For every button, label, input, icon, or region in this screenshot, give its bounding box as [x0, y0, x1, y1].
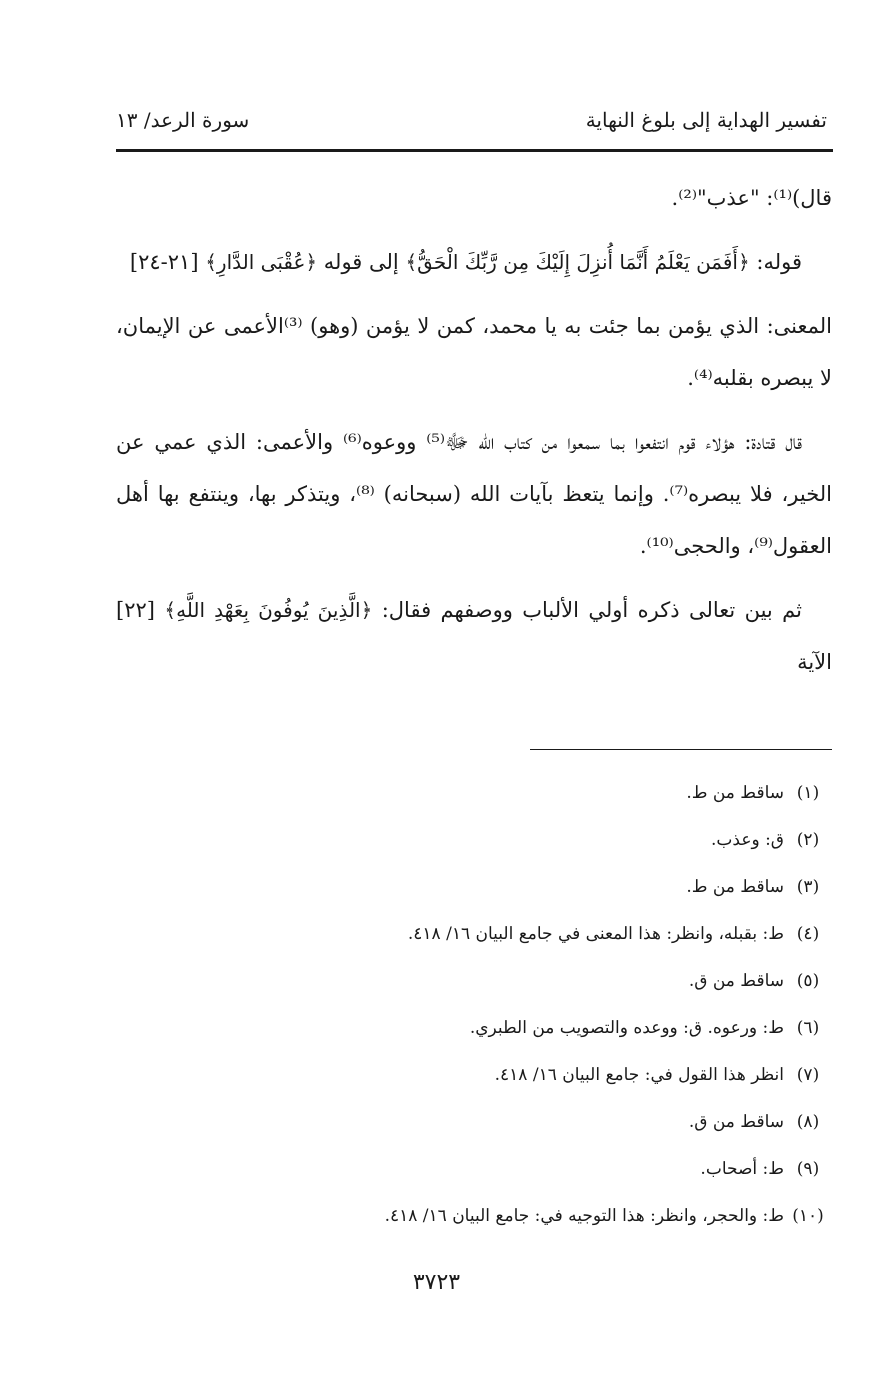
main-text [116, 172, 832, 700]
footnote [116, 1201, 832, 1248]
paragraph-5 [116, 584, 832, 688]
paragraph-4: قال قتادة: هؤلاء قوم انتفعوا بما سمعوا من كتاب الله ﷻ⁽⁵⁾ ووعوه⁽⁶⁾ والأعمى: الذي عمي عن الخير، فلا يبصره⁽⁷⁾. وإنما يتعظ بآيات الله (سبحانه) ⁽⁸⁾، ويتذكر بها، وينتفع بها أهل العقول⁽⁹⁾، والحجى⁽¹⁰⁾. [116, 430, 832, 558]
footnote-number: (٣) [796, 877, 820, 897]
footnote-number: (١) [796, 783, 820, 803]
footnote-number: (٢) [796, 830, 820, 850]
footnote-text: ساقط من ق. [688, 971, 784, 991]
footnote-number: (١٠) [792, 1206, 824, 1226]
paragraph-5-prefix: ثم بين تعالى ذكره أولي الألباب ووصفهم فقال: [372, 598, 802, 622]
footnote [116, 825, 832, 872]
book-title: تفسير الهداية إلى بلوغ النهاية [585, 108, 827, 132]
footnote [116, 966, 832, 1013]
footnote-number: (٧) [796, 1065, 820, 1085]
quran-verse-1: ﴿أَفَمَن يَعْلَمُ أَنَّمَا أُنزِلَ إِلَيْكَ مِن رَّبِّكَ الْحَقُّ﴾ [405, 250, 750, 274]
running-header [116, 108, 827, 142]
footnote-number: (٤) [796, 924, 820, 944]
footnote-text: ط: أصحاب. [700, 1159, 784, 1179]
footnote-text: انظر هذا القول في: جامع البيان ١٦/ ٤١٨. [494, 1065, 784, 1085]
quran-verse-2: ﴿عُقْبَى الدَّارِ﴾ [205, 250, 318, 274]
paragraph-2 [116, 236, 832, 288]
header-rule [116, 149, 833, 152]
paragraph-5-suffix: [٢٢] الآية [116, 598, 832, 674]
footnote-text: ساقط من ق. [688, 1112, 784, 1132]
footnote-text: ساقط من ط. [686, 877, 784, 897]
paragraph-3: المعنى: الذي يؤمن بما جئت به يا محمد، كمن لا يؤمن (وهو) ⁽³⁾الأعمى عن الإيمان، لا يبصره بقلبه⁽⁴⁾. [116, 314, 833, 390]
footnote-text: ط: ورعوه. ق: ووعده والتصويب من الطبري. [469, 1018, 784, 1038]
footnote-separator [530, 749, 832, 750]
footnotes [116, 778, 832, 1248]
footnote-number: (٥) [796, 971, 820, 991]
paragraph-1: قال)⁽¹⁾: "عذب"⁽²⁾. [671, 186, 832, 210]
footnote [116, 1154, 832, 1201]
footnote [116, 919, 832, 966]
verse-reference: [٢١-٢٤] [129, 250, 206, 274]
page-number: ٣٧٢٣ [412, 1270, 461, 1295]
footnote-text: ط: بقبله، وانظر: هذا المعنى في جامع البيان ١٦/ ٤١٨. [407, 924, 784, 944]
footnote-number: (٦) [796, 1018, 820, 1038]
footnote [116, 1013, 832, 1060]
paragraph-2-mid: إلى قوله [317, 250, 406, 274]
footnote-text: ساقط من ط. [686, 783, 784, 803]
footnote-text: ق: وعذب. [710, 830, 784, 850]
footnote-text: ط: والحجر، وانظر: هذا التوجيه في: جامع البيان ١٦/ ٤١٨. [384, 1206, 784, 1226]
footnote-number: (٩) [796, 1159, 820, 1179]
footnote [116, 778, 832, 825]
paragraph-2-prefix: قوله: [749, 250, 802, 274]
footnote-number: (٨) [796, 1112, 820, 1132]
quran-verse-3: ﴿الَّذِينَ يُوفُونَ بِعَهْدِ اللَّهِ﴾ [164, 598, 373, 622]
surah-label: سورة الرعد/ ١٣ [116, 108, 250, 132]
footnote [116, 1107, 832, 1154]
footnote [116, 872, 832, 919]
footnote [116, 1060, 832, 1107]
